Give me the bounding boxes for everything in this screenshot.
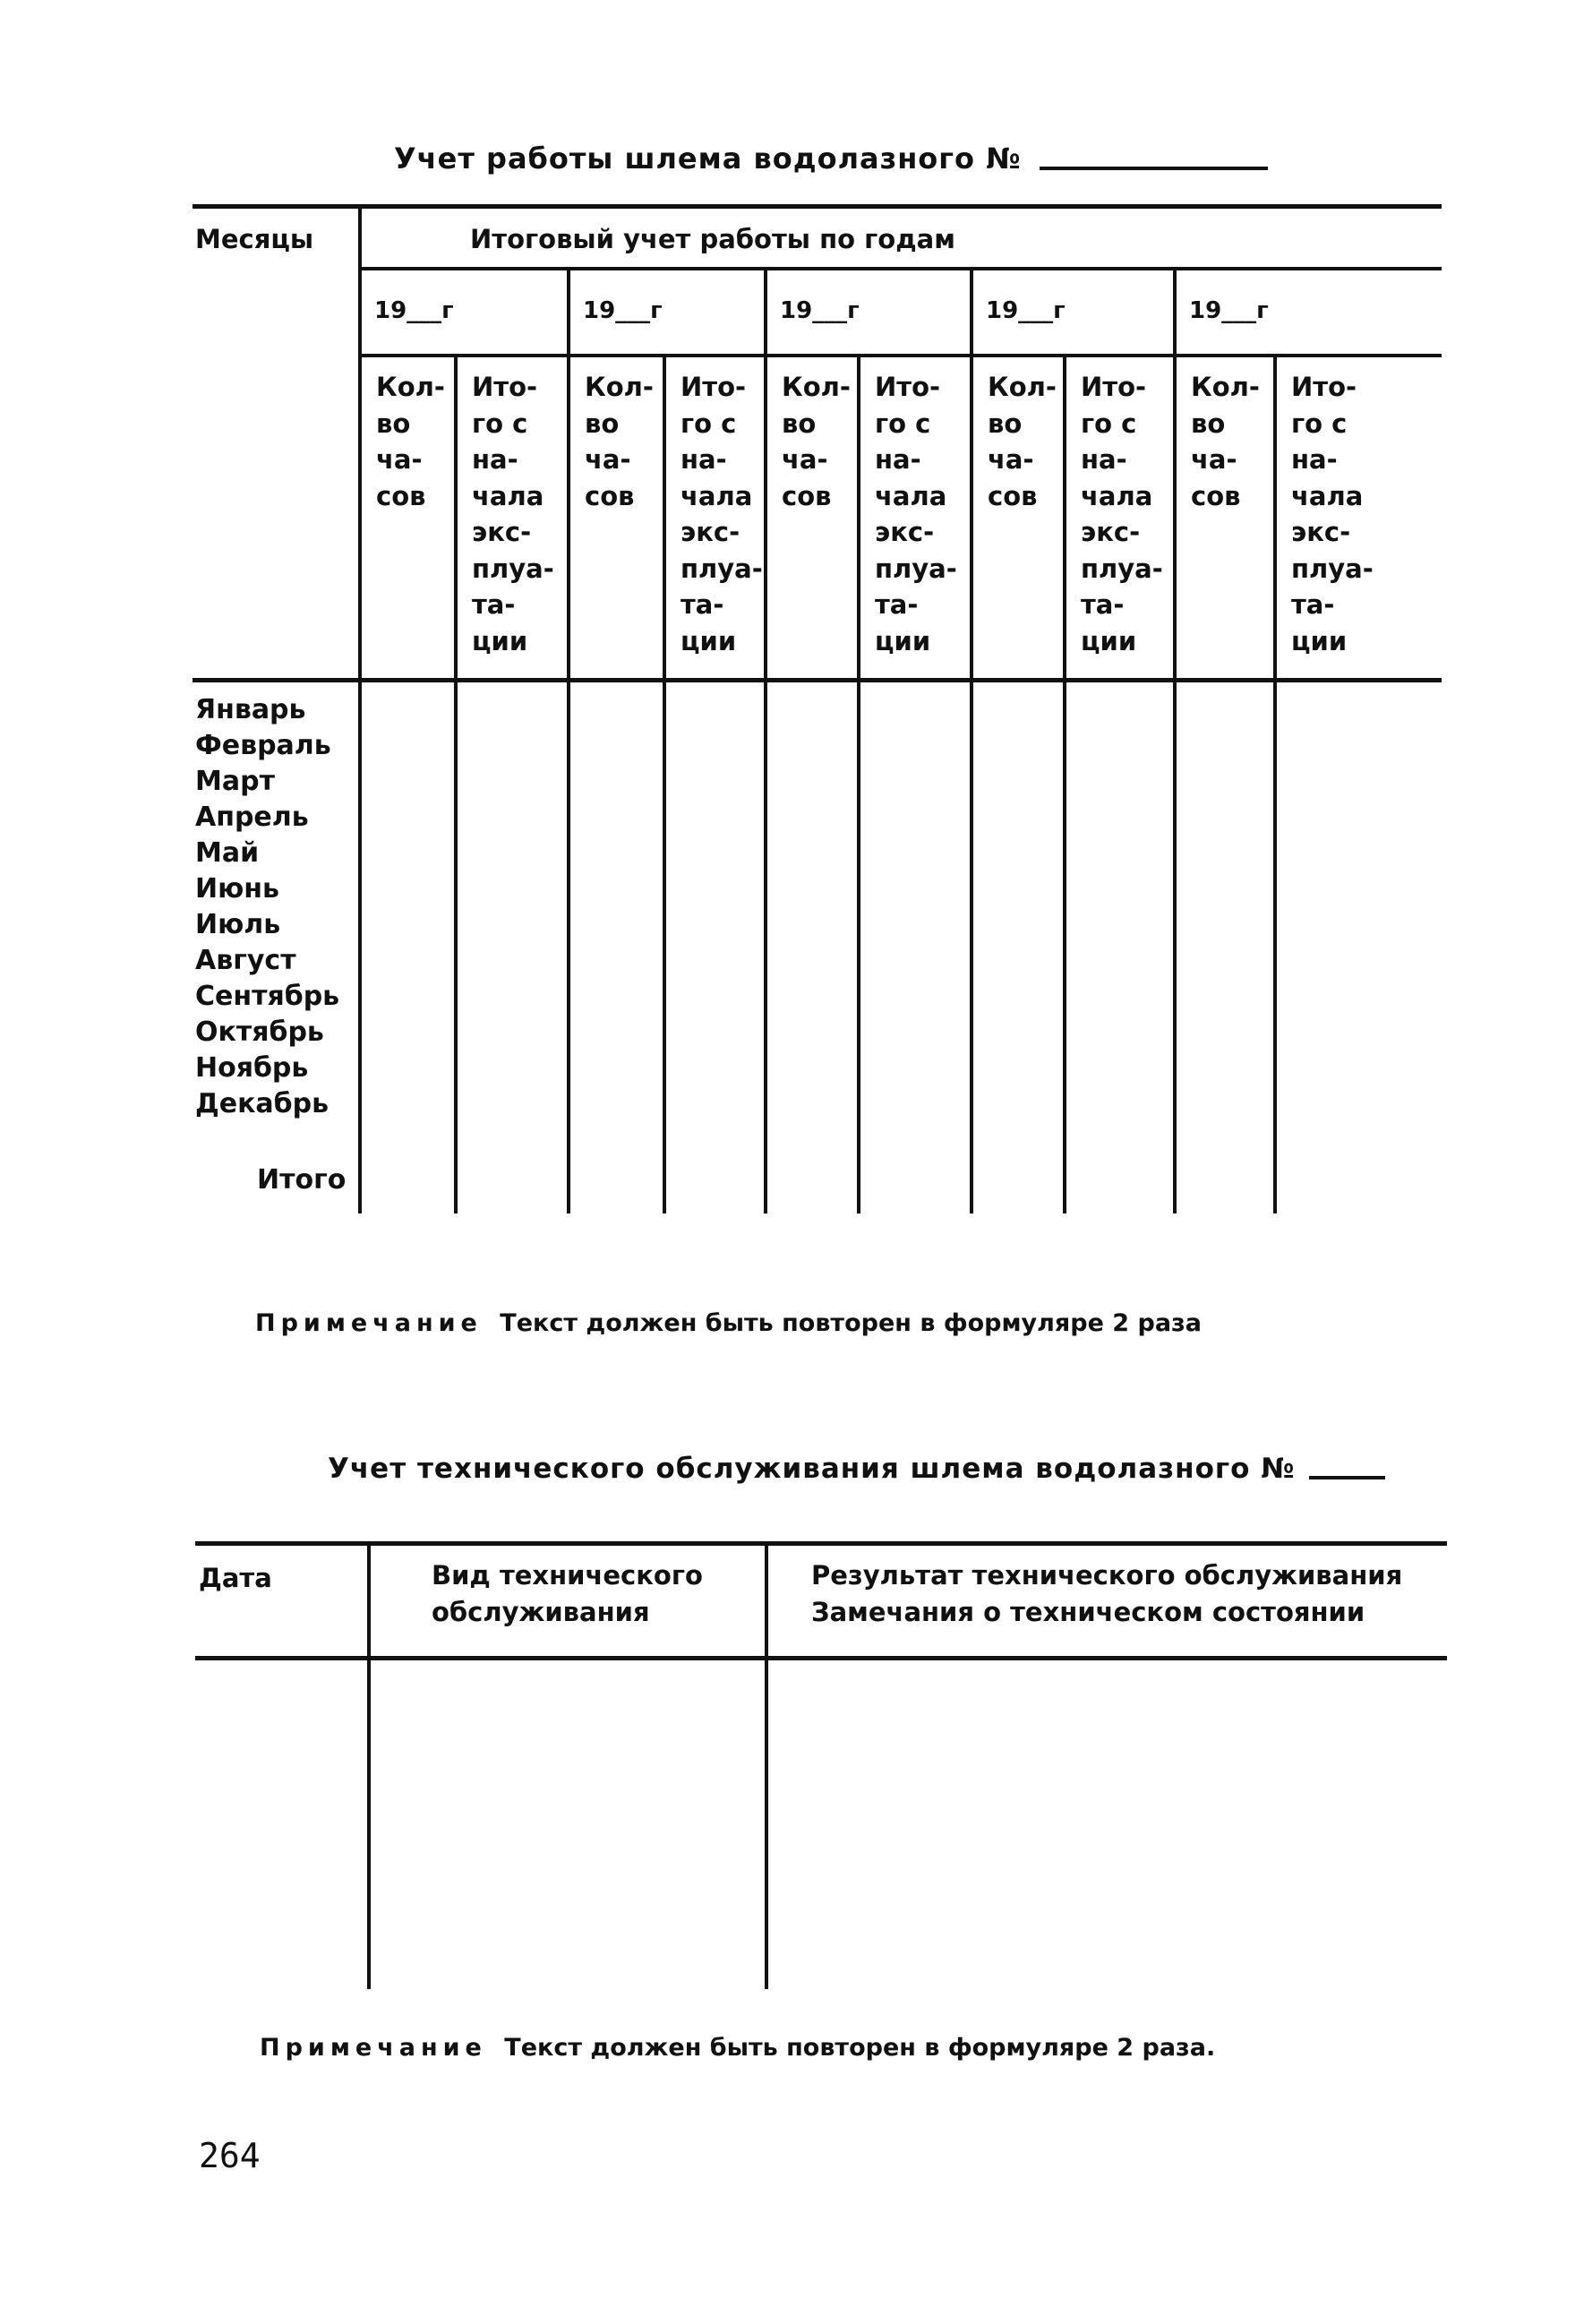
col-total-line: на- <box>1081 444 1127 475</box>
col-hours-line: Кол- <box>585 372 654 402</box>
col-total-line: на- <box>681 444 727 475</box>
year-group-divider <box>970 267 973 1213</box>
table2-number-blank <box>1309 1476 1385 1479</box>
month-label: Декабрь <box>195 1088 330 1119</box>
table2-top-rule <box>195 1541 1447 1546</box>
col-hours-line: ча- <box>585 444 631 475</box>
col-total-line: го с <box>1291 407 1348 439</box>
table1-header-bottom-rule <box>193 678 1442 682</box>
col-total-header <box>1081 369 1163 659</box>
col-hours-line: сов <box>988 480 1038 511</box>
col-hours-line: во <box>1191 407 1226 439</box>
table2-divider-1 <box>367 1544 371 1989</box>
col-type-line-2: обслуживания <box>432 1596 650 1627</box>
col-hours-line: ча- <box>782 444 828 475</box>
col-total-line: ции <box>1291 625 1348 656</box>
total-row-label: Итого <box>257 1164 347 1196</box>
col-type-line-1: Вид технического <box>432 1560 703 1591</box>
col-total-line: плуа- <box>1291 553 1374 584</box>
year-label: 19___г <box>374 297 454 324</box>
col-hours-line: сов <box>1191 480 1241 511</box>
table1-note-label: Примечание <box>255 1309 483 1337</box>
col-total-header <box>472 369 554 659</box>
col-total-line: экс- <box>472 517 532 547</box>
col-total-line: чала <box>472 480 544 511</box>
col-total-line: чала <box>875 480 947 511</box>
table2-header-bottom-rule <box>195 1656 1447 1660</box>
month-label: Февраль <box>195 730 331 761</box>
col-total-line: экс- <box>875 517 935 547</box>
col-total-line: плуа- <box>681 553 763 584</box>
col-total-line: Ито- <box>472 372 538 402</box>
sub-column-divider <box>1063 354 1066 1213</box>
col-hours-line: сов <box>782 480 832 511</box>
col-result-line-1: Результат технического обслуживания <box>811 1560 1403 1591</box>
col-hours-line: во <box>376 407 411 439</box>
col-hours-header <box>1191 369 1260 514</box>
month-label: Июнь <box>195 873 279 905</box>
table1-note-text: Текст должен быть повторен в формуляре 2 раза <box>500 1309 1202 1337</box>
table1-title <box>394 141 1268 176</box>
table1-title-text: Учет работы шлема водолазного № <box>394 141 1022 176</box>
col-total-line: го с <box>875 407 931 439</box>
col-total-header <box>875 369 957 659</box>
month-label: Октябрь <box>195 1016 324 1048</box>
month-label: Июль <box>195 909 281 940</box>
col-total-line: Ито- <box>1081 372 1147 402</box>
col-total-line: экс- <box>1291 517 1351 547</box>
sub-column-divider <box>857 354 860 1213</box>
col-hours-line: сов <box>376 480 426 511</box>
col-hours-line: во <box>782 407 817 439</box>
year-label: 19___г <box>986 297 1066 324</box>
group-header-rule <box>358 267 1442 270</box>
col-total-line: на- <box>875 444 921 475</box>
sub-column-divider <box>663 354 666 1213</box>
months-header: Месяцы <box>195 224 314 254</box>
col-hours-line: Кол- <box>988 372 1057 402</box>
table2-note <box>260 2034 1215 2062</box>
col-total-line: на- <box>472 444 518 475</box>
col-total-line: та- <box>875 589 919 620</box>
month-label: Апрель <box>195 802 309 833</box>
col-type-header <box>432 1557 703 1630</box>
col-total-line: та- <box>472 589 516 620</box>
table2-note-label: Примечание <box>260 2034 487 2062</box>
col-total-line: го с <box>472 407 528 439</box>
col-total-line: Ито- <box>681 372 747 402</box>
year-label: 19___г <box>583 297 663 324</box>
sub-column-divider <box>454 354 458 1213</box>
year-row-rule <box>358 354 1442 357</box>
col-hours-header <box>782 369 851 514</box>
month-label: Март <box>195 766 275 797</box>
col-total-line: экс- <box>681 517 740 547</box>
year-label: 19___г <box>1189 297 1269 324</box>
col-result-line-2: Замечания о техническом состоянии <box>811 1596 1365 1627</box>
table1-note <box>255 1309 1202 1337</box>
table2-title <box>328 1453 1385 1485</box>
year-group-divider <box>1173 267 1177 1213</box>
col-total-line: та- <box>681 589 724 620</box>
year-group-divider <box>358 209 362 1213</box>
col-total-line: ции <box>875 625 931 656</box>
col-hours-line: ча- <box>988 444 1034 475</box>
table2-divider-2 <box>765 1544 768 1989</box>
col-hours-line: во <box>585 407 620 439</box>
col-total-line: чала <box>1291 480 1364 511</box>
col-total-header <box>1291 369 1374 659</box>
col-hours-line: Кол- <box>782 372 851 402</box>
col-hours-line: сов <box>585 480 635 511</box>
month-label: Сентябрь <box>195 981 340 1012</box>
col-total-line: плуа- <box>1081 553 1163 584</box>
col-total-line: на- <box>1291 444 1338 475</box>
col-total-line: экс- <box>1081 517 1141 547</box>
col-hours-header <box>585 369 654 514</box>
col-total-line: чала <box>1081 480 1153 511</box>
month-label: Ноябрь <box>195 1052 309 1084</box>
col-total-line: Ито- <box>875 372 941 402</box>
col-hours-line: во <box>988 407 1023 439</box>
month-label: Январь <box>195 694 306 725</box>
col-hours-header <box>988 369 1057 514</box>
col-total-header <box>681 369 763 659</box>
col-total-line: плуа- <box>875 553 957 584</box>
col-total-line: та- <box>1081 589 1125 620</box>
month-label: Август <box>195 945 296 976</box>
col-result-header <box>811 1557 1402 1630</box>
col-total-line: плуа- <box>472 553 554 584</box>
sub-column-divider <box>1273 354 1277 1213</box>
col-total-line: го с <box>681 407 737 439</box>
year-group-divider <box>567 267 570 1213</box>
col-hours-line: ча- <box>1191 444 1237 475</box>
col-date-header: Дата <box>199 1563 272 1593</box>
year-label: 19___г <box>780 297 860 324</box>
col-total-line: чала <box>681 480 753 511</box>
col-total-line: ции <box>472 625 528 656</box>
page-number: 264 <box>199 2136 261 2175</box>
table1-top-rule <box>193 204 1442 209</box>
table2-title-text: Учет технического обслуживания шлема водолазного № <box>328 1453 1296 1485</box>
col-hours-line: ча- <box>376 444 423 475</box>
col-hours-header <box>376 369 445 514</box>
col-total-line: ции <box>1081 625 1137 656</box>
col-total-line: го с <box>1081 407 1137 439</box>
col-total-line: та- <box>1291 589 1335 620</box>
col-total-line: ции <box>681 625 737 656</box>
month-label: Май <box>195 837 260 869</box>
col-hours-line: Кол- <box>376 372 445 402</box>
col-total-line: Ито- <box>1291 372 1357 402</box>
group-header: Итоговый учет работы по годам <box>470 224 955 254</box>
year-group-divider <box>764 267 767 1213</box>
table2-note-text: Текст должен быть повторен в формуляре 2 раза. <box>504 2034 1216 2062</box>
table1-number-blank <box>1040 167 1268 170</box>
col-hours-line: Кол- <box>1191 372 1260 402</box>
